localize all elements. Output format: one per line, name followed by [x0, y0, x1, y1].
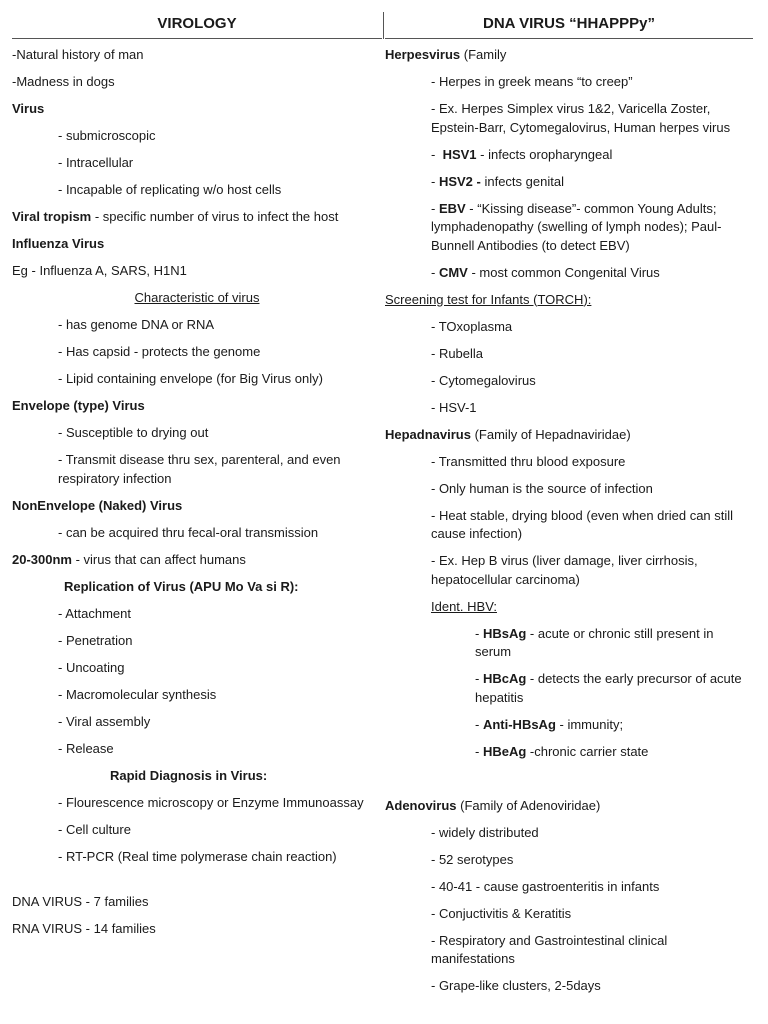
subheading: Ident. HBV:: [431, 598, 497, 614]
bullet-prefix: -: [431, 264, 439, 280]
definition: (Family: [460, 47, 507, 62]
bullet-prefix: -: [431, 200, 439, 216]
definition-item: [385, 670, 753, 707]
subheading: Characteristic of virus: [134, 290, 260, 305]
bullet-item: - Herpes in greek means “to creep”: [431, 74, 633, 89]
bullet-prefix: -: [431, 146, 443, 162]
definition-item: [12, 208, 382, 227]
term: HBeAg: [482, 743, 527, 759]
bullet-item: - has genome DNA or RNA: [58, 317, 215, 332]
bullet-item: - Penetration: [58, 632, 133, 648]
note-item: -Natural history of man: [12, 47, 144, 62]
family-heading: [385, 46, 753, 65]
bullet-item: - Respiratory and Gastrointestinal clinical manifestations: [431, 932, 668, 966]
term: CMV: [438, 264, 468, 280]
bullet-item: - Transmit disease thru sex, parenteral, and even respiratory infection: [58, 452, 341, 486]
section-heading: Rapid Diagnosis in Virus:: [110, 767, 268, 783]
term: Viral tropism: [12, 209, 92, 224]
header-divider: [383, 12, 384, 39]
term: Adenovirus: [385, 797, 457, 813]
bullet-item: - HSV-1: [431, 399, 477, 415]
definition-item: [385, 743, 753, 762]
definition-item: [385, 200, 753, 256]
definition: - infects oropharyngeal: [476, 146, 613, 162]
bullet-item: - submicroscopic: [58, 128, 156, 143]
bullet-item: - Attachment: [58, 605, 131, 621]
virology-column: [12, 12, 382, 947]
definition: - detects the early precursor of acute hepatitis: [475, 671, 742, 705]
bullet-item: - Lipid containing envelope (for Big Virus only): [58, 371, 323, 386]
term: Herpesvirus: [385, 47, 461, 62]
term: EBV: [438, 200, 466, 216]
bullet-item: - Conjuctivitis & Keratitis: [431, 905, 572, 921]
dna-virus-column: [385, 12, 753, 1004]
definition: - virus that can affect humans: [71, 551, 246, 567]
section-heading: NonEnvelope (Naked) Virus: [12, 497, 183, 513]
blank-line: [385, 770, 753, 797]
term: Hepadnavirus: [385, 426, 471, 442]
definition-item: [12, 551, 382, 570]
definition: -chronic carrier state: [526, 743, 649, 759]
definition-item: [385, 625, 753, 662]
term: HSV2 -: [438, 173, 481, 189]
dna-virus-title: DNA VIRUS “HHAPPPy”: [385, 12, 753, 39]
bullet-item: - RT-PCR (Real time polymerase chain reaction): [58, 848, 337, 864]
bullet-item: - Intracellular: [58, 155, 134, 170]
bullet-item: - 40-41 - cause gastroenteritis in infants: [431, 878, 660, 894]
bullet-item: - Incapable of replicating w/o host cells: [58, 182, 282, 197]
bullet-item: - Rubella: [431, 345, 484, 361]
definition-item: [385, 716, 753, 735]
term: 20-300nm: [12, 551, 72, 567]
bullet-item: - Ex. Herpes Simplex virus 1&2, Varicella Zoster, Epstein-Barr, Cytomegalovirus, Human herpes virus: [431, 101, 731, 135]
bullet-item: - 52 serotypes: [431, 851, 514, 867]
bullet-item: - Ex. Hep B virus (liver damage, liver cirrhosis, hepatocellular carcinoma): [431, 553, 698, 587]
term: Anti-HBsAg: [482, 716, 556, 732]
definition-item: [385, 173, 753, 192]
bullet-item: - Susceptible to drying out: [58, 425, 209, 440]
term: HSV1: [442, 146, 477, 162]
family-heading: [385, 797, 753, 816]
subheading: Screening test for Infants (TORCH):: [385, 291, 592, 307]
section-heading: Envelope (type) Virus: [12, 398, 145, 413]
definition: (Family of Adenoviridae): [456, 797, 601, 813]
section-heading: Influenza Virus: [12, 236, 105, 251]
definition: infects genital: [480, 173, 564, 189]
definition: - immunity;: [555, 716, 624, 732]
note-item: RNA VIRUS - 14 families: [12, 920, 156, 936]
bullet-item: - TOxoplasma: [431, 318, 513, 334]
definition: - acute or chronic still present in serum: [475, 625, 714, 659]
note-item: -Madness in dogs: [12, 74, 115, 89]
note-item: Eg - Influenza A, SARS, H1N1: [12, 263, 187, 278]
bullet-item: - Macromolecular synthesis: [58, 686, 217, 702]
bullet-item: - Uncoating: [58, 659, 125, 675]
bullet-item: - Viral assembly: [58, 713, 151, 729]
bullet-item: - Flourescence microscopy or Enzyme Immunoassay: [58, 794, 364, 810]
bullet-item: - Has capsid - protects the genome: [58, 344, 261, 359]
virology-title: VIROLOGY: [12, 12, 382, 39]
definition: - most common Congenital Virus: [467, 264, 660, 280]
bullet-item: - Cell culture: [58, 821, 131, 837]
bullet-item: - Transmitted thru blood exposure: [431, 453, 626, 469]
bullet-item: - can be acquired thru fecal-oral transmission: [58, 524, 319, 540]
section-heading: Virus: [12, 101, 45, 116]
blank-line: [12, 875, 382, 893]
family-heading: [385, 426, 753, 445]
bullet-item: - widely distributed: [431, 824, 539, 840]
bullet-item: - Heat stable, drying blood (even when dried can still cause infection): [431, 507, 734, 541]
bullet-prefix: -: [475, 671, 483, 686]
section-heading: Replication of Virus (APU Mo Va si R):: [64, 578, 299, 594]
definition: - specific number of virus to infect the host: [91, 209, 339, 224]
definition: (Family of Hepadnaviridae): [470, 426, 631, 442]
bullet-item: - Only human is the source of infection: [431, 480, 653, 496]
bullet-prefix: -: [475, 743, 483, 759]
note-item: DNA VIRUS - 7 families: [12, 893, 149, 909]
bullet-item: - Release: [58, 740, 114, 756]
bullet-prefix: -: [475, 716, 483, 732]
term: HBsAg: [482, 625, 527, 641]
bullet-prefix: -: [475, 625, 483, 641]
bullet-prefix: -: [431, 173, 439, 189]
bullet-item: - Grape-like clusters, 2-5days: [431, 978, 601, 993]
bullet-item: - Cytomegalovirus: [431, 372, 536, 388]
definition-item: [385, 264, 753, 283]
term: HBcAg: [482, 671, 527, 686]
definition: - “Kissing disease”- common Young Adults; lymphadenopathy (swelling of lymph nodes); Paul-Bunnell Antibodies (to detect EBV): [431, 200, 722, 253]
definition-item: [385, 146, 753, 165]
